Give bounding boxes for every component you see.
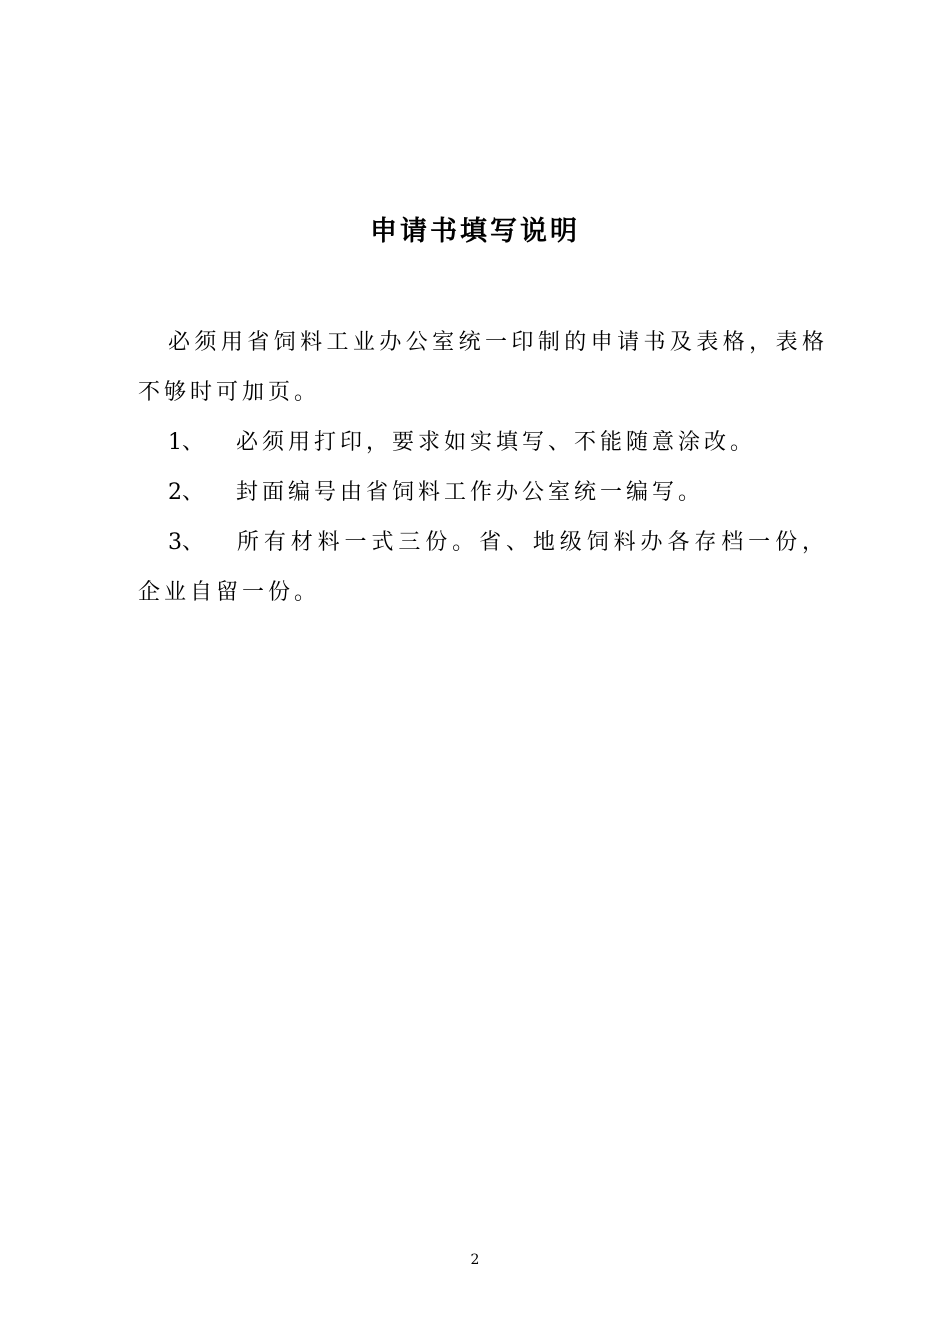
instruction-item-1 [138, 418, 828, 468]
instructions-body [138, 318, 828, 618]
item-number: 1、 [168, 430, 204, 455]
instruction-item-3 [138, 518, 828, 618]
instruction-item-2 [138, 468, 828, 518]
page-number: 2 [470, 1252, 480, 1268]
intro-paragraph: 必须用省饲料工业办公室统一印制的申请书及表格，表格不够时可加页。 [138, 330, 828, 405]
item-number: 2、 [168, 480, 204, 505]
item-text: 所有材料一式三份。省、地级饲料办各存档一份，企业自留一份。 [138, 530, 828, 605]
item-number: 3、 [168, 530, 204, 555]
item-text: 封面编号由省饲料工作办公室统一编写。 [236, 480, 705, 505]
item-text: 必须用打印，要求如实填写、不能随意涂改。 [236, 430, 757, 455]
page-title: 申请书填写说明 [370, 216, 580, 247]
